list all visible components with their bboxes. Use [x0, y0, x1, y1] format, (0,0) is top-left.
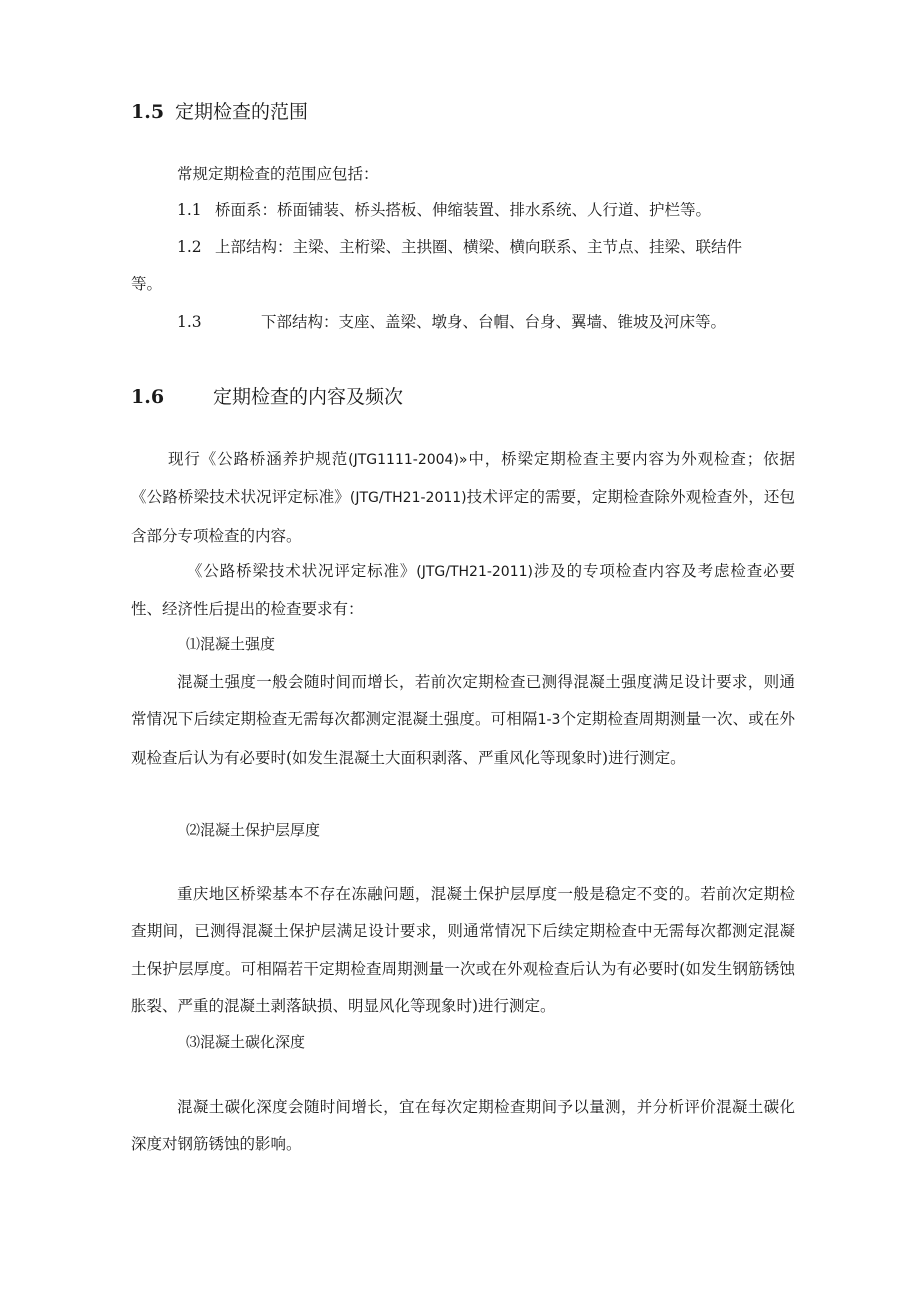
text-run: 现行《公路桥涵养护规范	[168, 450, 349, 468]
section-number: 1.6	[131, 386, 165, 408]
text-run: 个定期检查周期测量一次、或在外观检查后认为有必要时(如发生混凝土大面积剥落、严重风化等现象时)进行测定。	[131, 710, 795, 767]
citation: (JTG/TH21-2011)	[416, 564, 533, 580]
paragraph: 混凝土碳化深度会随时间增长，宜在每次定期检查期间予以量测，并分析评价混凝土碳化深度对钢筋锈蚀的影响。	[131, 1098, 795, 1154]
paragraph: 重庆地区桥梁基本不存在冻融问题，混凝土保护层厚度一般是稳定不变的。若前次定期检查期间，已测得混凝土保护层满足设计要求，则通常情况下后续定期检查中无需每次都测定混凝土保护层厚度。可相隔若干定期检查周期测量一次或在外观检查后认为有必要时(如发生钢筋锈蚀胀裂、严重的混凝土剥落缺损、明显风化等现象时)进行测定。	[131, 885, 795, 1015]
paragraph	[131, 441, 795, 555]
item-text: 桥面系：桥面铺装、桥头搭板、伸缩装置、排水系统、人行道、护栏等。	[215, 201, 712, 219]
text-run: 《公路桥梁技术状况评定标准》	[187, 562, 417, 580]
section-number: 1.5	[131, 101, 165, 123]
subsection-number: ⑴	[186, 637, 200, 653]
section-heading-1-5	[131, 97, 308, 124]
subsection-label	[186, 1031, 305, 1054]
item-text: 上部结构：主梁、主桁梁、主拱圈、横梁、横向联系、主节点、挂梁、联结件	[215, 238, 743, 256]
section-intro: 常规定期检查的范围应包括：	[177, 165, 379, 183]
item-number: 1.2	[177, 238, 202, 256]
item-number: 1.1	[177, 201, 202, 219]
subsection-label	[186, 819, 320, 842]
subsection-number: ⑶	[186, 1035, 200, 1051]
section-title: 定期检查的内容及频次	[213, 386, 404, 408]
number-range: 1-3	[537, 712, 561, 729]
section-heading-1-6	[131, 382, 403, 409]
paragraph	[131, 664, 795, 777]
text-run: 混凝土强度一般会随时间而增长，若前次定期检查已测得混凝土强度满足设计要求，则通常情况下后续定期检查无需每次都测定混凝土强度。可相隔	[131, 673, 795, 729]
subsection-label	[186, 633, 275, 656]
subsection-title: 混凝土强度	[200, 635, 276, 653]
text-run: 涉及的专项检查内容及考虑检查必要性、经济性后提出的检查要求有：	[131, 562, 795, 619]
list-item-continuation: 等。	[131, 275, 163, 293]
item-text: 下部结构：支座、盖梁、墩身、台帽、台身、翼墙、锥坡及河床等。	[261, 313, 727, 331]
list-item	[177, 236, 742, 258]
list-item	[177, 199, 711, 221]
subsection-title: 混凝土保护层厚度	[200, 821, 321, 839]
citation: (JTG/TH21-2011)	[349, 490, 467, 507]
item-number: 1.3	[177, 313, 202, 331]
text-run: 中，桥梁定期检查主要内容为外观检查；依据《公路桥梁技术状况评定标准》	[131, 450, 795, 507]
subsection-title: 混凝土碳化深度	[200, 1033, 306, 1051]
paragraph	[131, 553, 795, 629]
section-title: 定期检查的范围	[175, 101, 309, 123]
text-run: 技术评定的需要，定期检查除外观检查外，还包含部分专项检查的内容。	[131, 488, 795, 545]
subsection-number: ⑵	[186, 823, 200, 839]
citation: (JTG1111-2004)»	[348, 452, 468, 468]
list-item	[177, 311, 726, 333]
